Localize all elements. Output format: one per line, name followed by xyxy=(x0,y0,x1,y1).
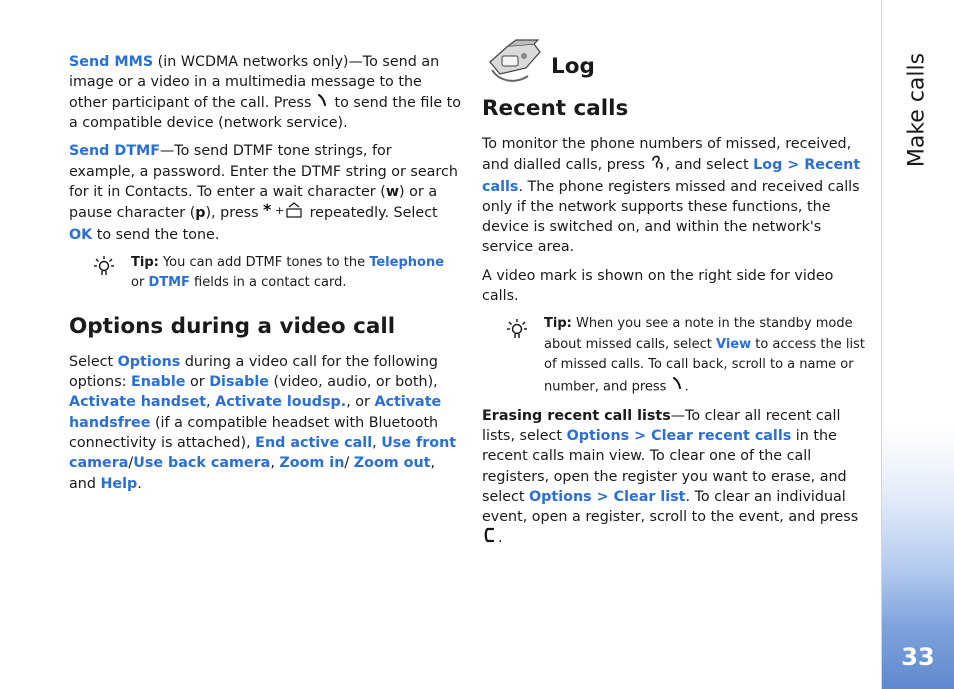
call-key-icon xyxy=(671,376,685,398)
send-dtmf-paragraph: Send DTMF—To send DTMF tone strings, for example, a password. Enter the DTMF string or search for it in Contacts. To enter a wait character (w) or a pause character (p), press * + repeatedly. Select OK to send the tone. xyxy=(69,143,458,243)
view-command: View xyxy=(715,336,752,352)
send-dtmf-term: Send DTMF xyxy=(69,143,160,160)
tip-bulb-icon xyxy=(93,255,115,285)
clear-key-icon xyxy=(482,527,498,549)
tip-label: Tip: xyxy=(544,316,572,332)
svg-text:+: + xyxy=(275,204,285,218)
recent-calls-menu-path: Recent calls xyxy=(482,157,861,195)
clear-recent-calls-command: Clear recent calls xyxy=(651,427,792,444)
erasing-term: Erasing recent call lists xyxy=(482,407,671,424)
tip-dtmf: Tip: You can add DTMF tones to the Telephone or DTMF fields in a contact card. xyxy=(69,253,461,294)
log-phone-icon xyxy=(486,38,544,92)
svg-text:*: * xyxy=(263,202,272,219)
options-video-call-heading: Options during a video call xyxy=(69,313,396,339)
tip-missed-calls: Tip: When you see a note in the standby mode about missed calls, select View to access the list of missed calls. To call back, scroll to a name or number, and press . xyxy=(482,314,869,397)
tip-label: Tip: xyxy=(131,254,159,270)
log-header xyxy=(482,38,870,90)
log-heading: Log xyxy=(551,54,595,79)
clear-list-command: Clear list xyxy=(613,488,686,505)
right-column xyxy=(482,0,870,550)
tip-bulb-icon xyxy=(506,318,528,348)
ok-command: OK xyxy=(69,226,93,243)
send-mms-paragraph: Send MMS (in WCDMA networks only)—To send an image or a video in a multimedia message to the other participant of the call. Press to send the file to a compatible device (network service). xyxy=(69,54,462,132)
options-paragraph: Select Options during a video call for the following options: Enable or Disable (video, audio, or both), Activate handset, Activate loudsp., or Activate handsfree (if a compatible headset with Bluetooth connectivity is attached), End active call, Use front camera/Use back camera, Zoom in/ Zoom out, and Help. xyxy=(69,353,457,492)
monitor-paragraph: To monitor the phone numbers of missed, received, and dialled calls, press , and select Log > Recent calls. The phone registers missed and received calls only if the network supports these functions, the device is switched on, and within the network's service area. xyxy=(482,136,861,256)
dtmf-field: DTMF xyxy=(148,275,190,291)
erasing-paragraph: Erasing recent call lists—To clear all recent call lists, select Options > Clear recent calls in the recent calls main view. To clear one of the call registers, open the register you want to erase, and select Options > Clear list. To clear an individual event, open a register, scroll to the event, and press . xyxy=(482,406,870,550)
log-menu-path: Log xyxy=(753,157,783,174)
left-column xyxy=(69,0,461,494)
send-mms-term: Send MMS xyxy=(69,54,154,70)
star-key-icon xyxy=(263,202,305,224)
call-key-icon xyxy=(316,93,330,113)
video-mark-paragraph: A video mark is shown on the right side for video calls. xyxy=(482,267,834,305)
page-number: 33 xyxy=(901,643,935,671)
menu-key-icon xyxy=(650,154,666,176)
section-title: Make calls xyxy=(904,52,930,168)
recent-calls-heading: Recent calls xyxy=(482,96,629,121)
telephone-field: Telephone xyxy=(369,254,445,270)
